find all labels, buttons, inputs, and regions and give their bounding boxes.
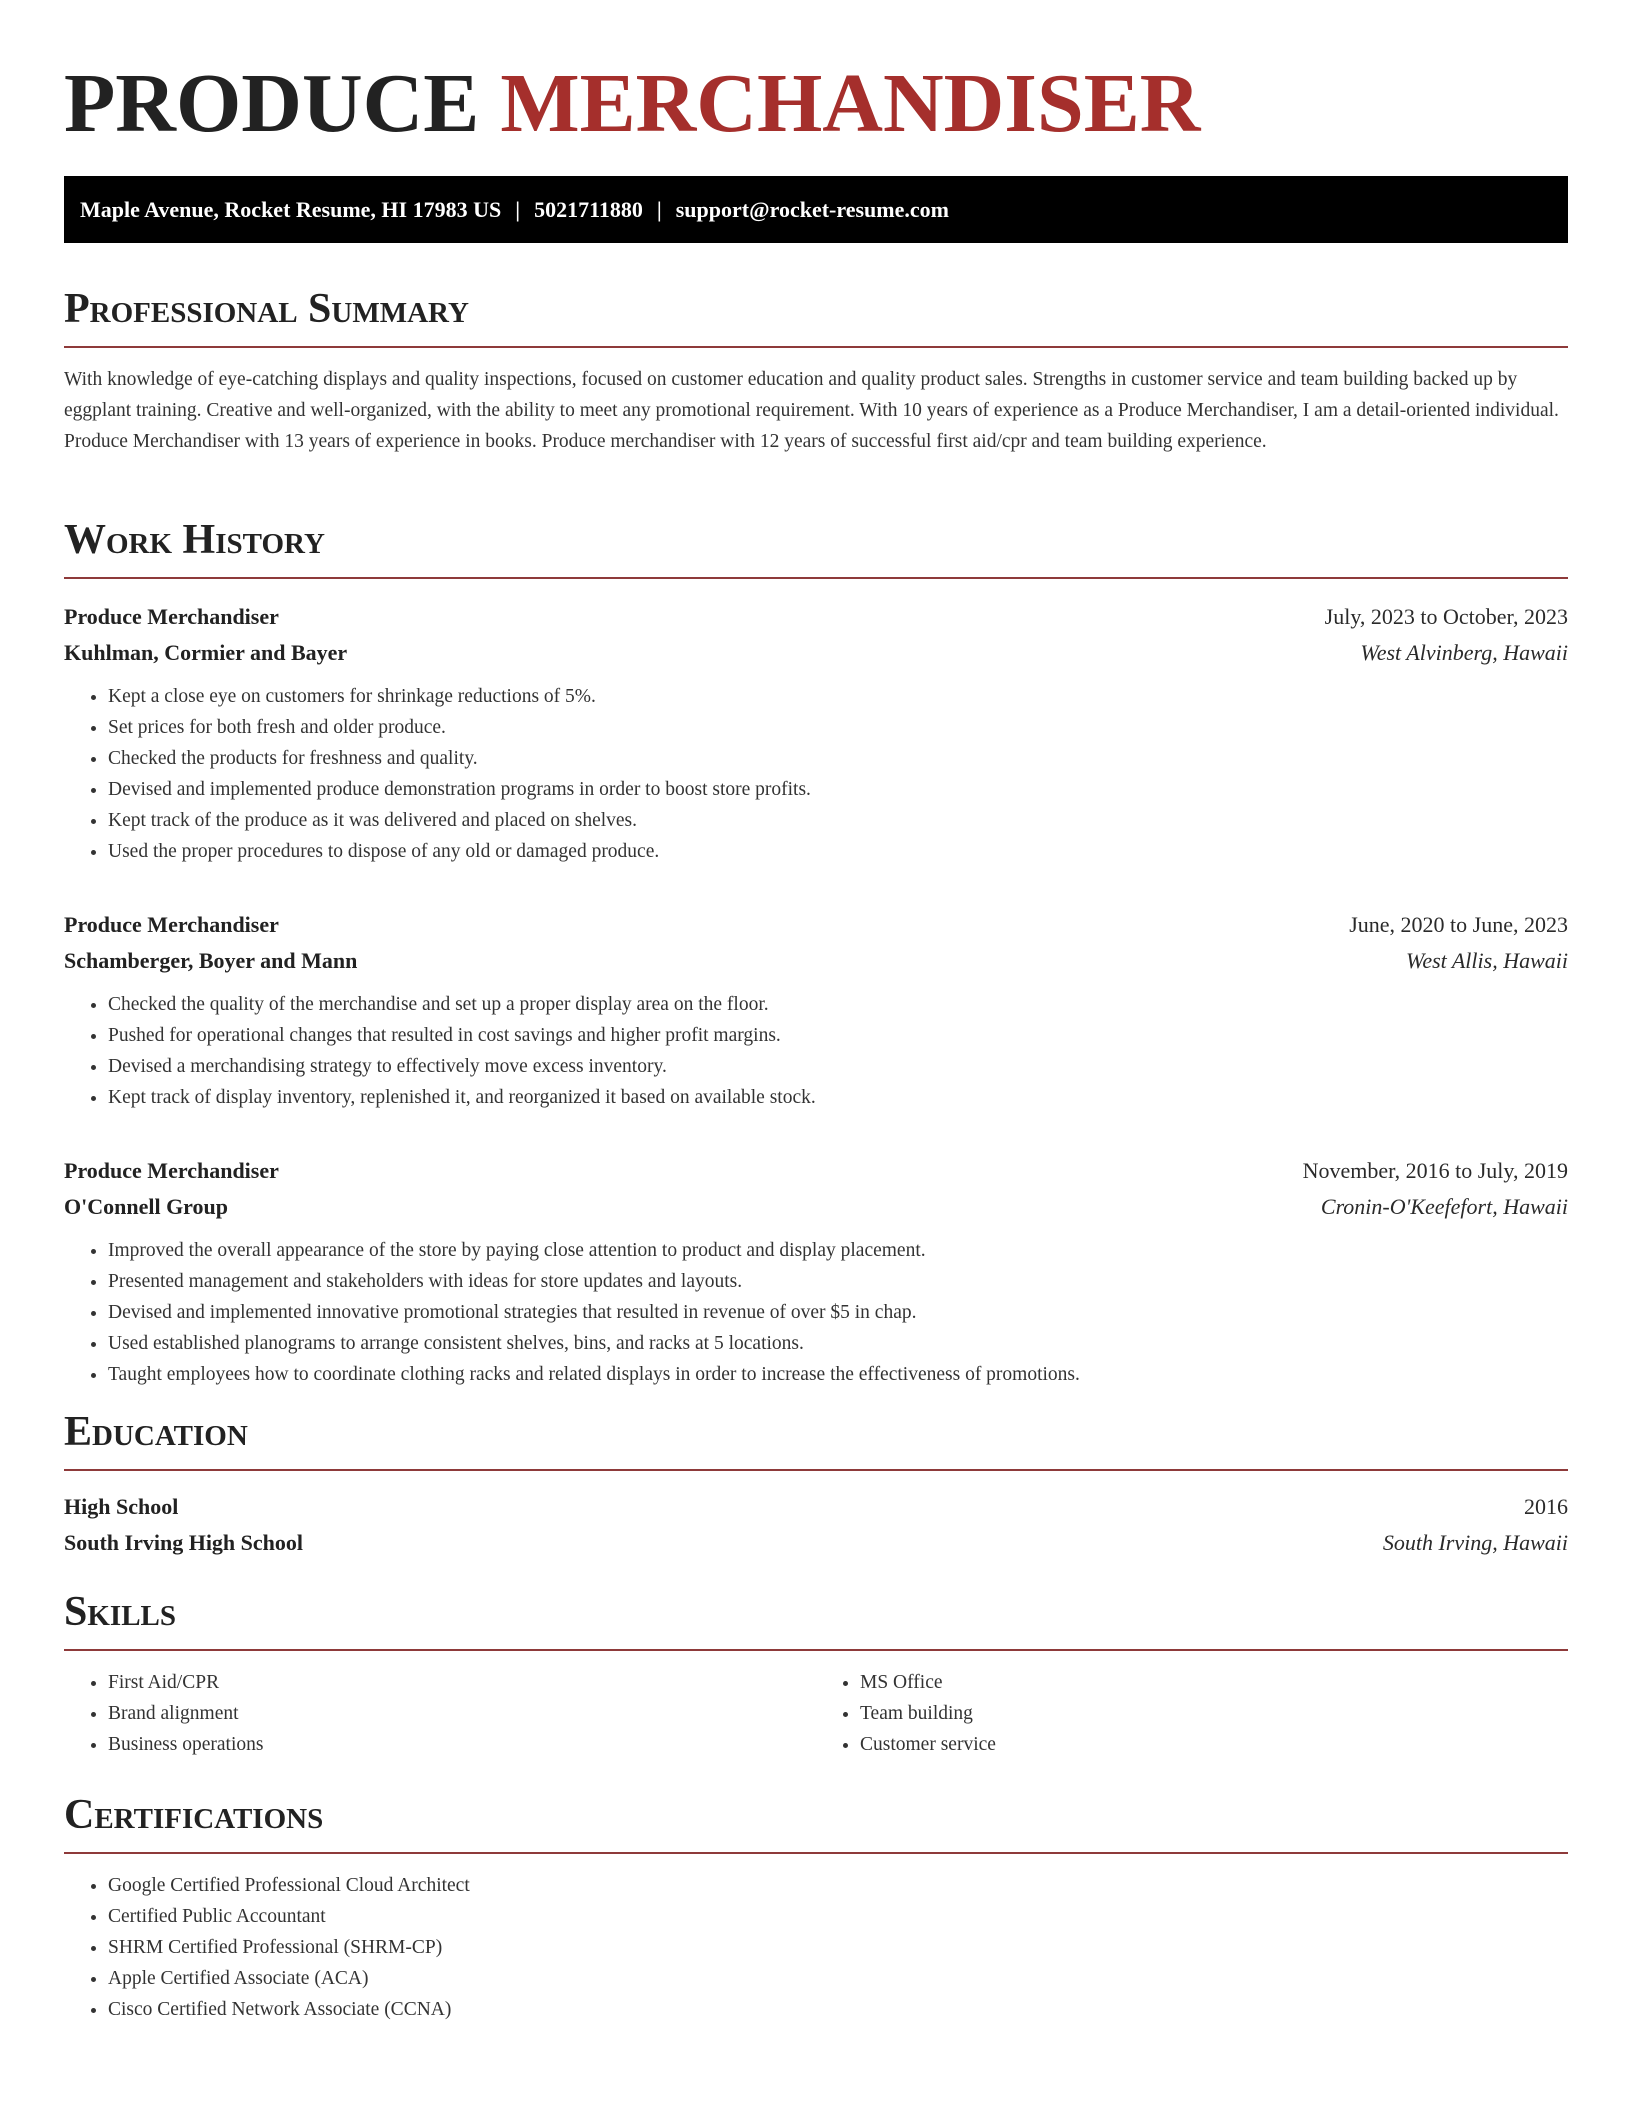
contact-bar: [64, 176, 1568, 243]
job-entry: [64, 599, 1568, 867]
skills-list-right: [816, 1667, 1568, 1760]
education-year: 2016: [1524, 1494, 1568, 1519]
skills-heading: Skills: [64, 1587, 1568, 1651]
list-item: • Certified Public Accountant: [108, 1901, 1568, 1932]
contact-phone: 5021711880: [534, 197, 643, 222]
contact-separator: |: [656, 197, 662, 222]
list-item: • Checked the products for freshness and quality.: [108, 743, 1568, 774]
list-item: • Brand alignment: [108, 1698, 816, 1729]
list-item: • Customer service: [860, 1729, 1568, 1760]
list-item: • Business operations: [108, 1729, 816, 1760]
job-dates: July, 2023 to October, 2023: [1324, 604, 1568, 629]
summary-text: With knowledge of eye-catching displays and quality inspections, focused on customer education and quality product sales. Strengths in customer service and team building backed up by eggplant training. Creative and well-organized, with the ability to meet any promotional requirement. With 10 years of experience as a Produce Merchandiser, I am a detail-oriented individual. Produce Merchandiser with 13 years of experience in books. Produce merchandiser with 12 years of successful first aid/cpr and team building experience.: [64, 369, 1559, 452]
skills-grid: [64, 1667, 1568, 1760]
education-degree: High School: [64, 1494, 179, 1519]
certifications-heading: Certifications: [64, 1790, 1568, 1854]
list-item: • Kept a close eye on customers for shrinkage reductions of 5%.: [108, 681, 1568, 712]
job-role: Produce Merchandiser: [64, 604, 279, 629]
education-section: [64, 1407, 1568, 1561]
job-header-row: [64, 1153, 1568, 1189]
list-item: • Set prices for both fresh and older produce.: [108, 712, 1568, 743]
list-item: • Apple Certified Associate (ACA): [108, 1963, 1568, 1994]
job-header-row: [64, 907, 1568, 943]
resume-page: [64, 0, 1568, 2020]
certifications-list: [64, 1870, 1568, 2025]
list-item: • Devised and implemented innovative promotional strategies that resulted in revenue of over $5 in chap.: [108, 1297, 1568, 1328]
job-company-row: [64, 635, 1568, 671]
list-item: • First Aid/CPR: [108, 1667, 816, 1698]
job-dates: November, 2016 to July, 2019: [1302, 1158, 1568, 1183]
job-company: Kuhlman, Cormier and Bayer: [64, 640, 348, 665]
name-first: PRODUCE: [64, 57, 480, 150]
education-header-row: [64, 1489, 1568, 1525]
education-school: South Irving High School: [64, 1530, 304, 1555]
job-dates: June, 2020 to June, 2023: [1349, 912, 1568, 937]
job-company: Schamberger, Boyer and Mann: [64, 948, 358, 973]
work-history-section: [64, 515, 1568, 1390]
job-company: O'Connell Group: [64, 1194, 229, 1219]
list-item: • MS Office: [860, 1667, 1568, 1698]
job-bullets: [64, 1235, 1568, 1390]
education-school-row: [64, 1525, 1568, 1561]
job-company-row: [64, 943, 1568, 979]
job-role: Produce Merchandiser: [64, 1158, 279, 1183]
list-item: • Kept track of the produce as it was delivered and placed on shelves.: [108, 805, 1568, 836]
list-item: • Devised and implemented produce demonstration programs in order to boost store profits.: [108, 774, 1568, 805]
education-entry: [64, 1489, 1568, 1561]
name-second: MERCHANDISER: [500, 57, 1201, 150]
job-bullets: [64, 681, 1568, 867]
skills-section: [64, 1587, 1568, 1760]
list-item: • Presented management and stakeholders with ideas for store updates and layouts.: [108, 1266, 1568, 1297]
list-item: • Improved the overall appearance of the store by paying close attention to product and display placement.: [108, 1235, 1568, 1266]
contact-email[interactable]: support@rocket-resume.com: [675, 197, 949, 222]
work-history-heading: Work History: [64, 515, 1568, 579]
job-location: Cronin-O'Keefefort, Hawaii: [1320, 1194, 1568, 1219]
job-entry: [64, 1153, 1568, 1390]
list-item: • Used established planograms to arrange consistent shelves, bins, and racks at 5 locations.: [108, 1328, 1568, 1359]
education-location: South Irving, Hawaii: [1382, 1530, 1568, 1555]
list-item: • Kept track of display inventory, replenished it, and reorganized it based on available stock.: [108, 1082, 1568, 1113]
list-item: • Taught employees how to coordinate clothing racks and related displays in order to increase the effectiveness of promotions.: [108, 1359, 1568, 1390]
contact-address: Maple Avenue, Rocket Resume, HI 17983 US: [80, 197, 502, 222]
education-heading: Education: [64, 1407, 1568, 1471]
list-item: • Checked the quality of the merchandise and set up a proper display area on the floor.: [108, 989, 1568, 1020]
job-role: Produce Merchandiser: [64, 912, 279, 937]
list-item: • Devised a merchandising strategy to effectively move excess inventory.: [108, 1051, 1568, 1082]
list-item: • Team building: [860, 1698, 1568, 1729]
job-entry: [64, 907, 1568, 1113]
list-item: • Pushed for operational changes that resulted in cost savings and higher profit margins.: [108, 1020, 1568, 1051]
job-bullets: [64, 989, 1568, 1113]
list-item: • Cisco Certified Network Associate (CCNA): [108, 1994, 1568, 2025]
certifications-section: [64, 1790, 1568, 2025]
job-company-row: [64, 1189, 1568, 1225]
skills-list-left: [64, 1667, 816, 1760]
job-location: West Allis, Hawaii: [1406, 948, 1568, 973]
contact-separator: |: [515, 197, 521, 222]
list-item: • Google Certified Professional Cloud Architect: [108, 1870, 1568, 1901]
summary-heading: Professional Summary: [64, 284, 1568, 348]
list-item: • Used the proper procedures to dispose of any old or damaged produce.: [108, 836, 1568, 867]
job-location: West Alvinberg, Hawaii: [1360, 640, 1568, 665]
summary-section: [64, 284, 1568, 457]
job-header-row: [64, 599, 1568, 635]
page-title: [64, 0, 1568, 160]
list-item: • SHRM Certified Professional (SHRM-CP): [108, 1932, 1568, 1963]
